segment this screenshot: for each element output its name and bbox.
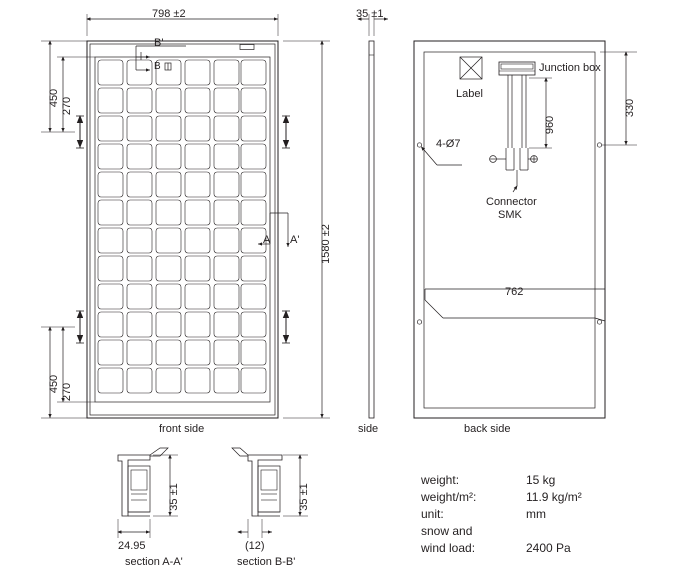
spec-name-3: snow and xyxy=(421,524,473,538)
front-top-270-label: 270 xyxy=(61,96,73,116)
side-caption: side xyxy=(358,423,379,435)
spec-value-2: mm xyxy=(526,507,546,521)
spec-value-4: 2400 Pa xyxy=(526,541,571,555)
front-bottom-270-label: 270 xyxy=(61,382,73,402)
connector-label: Connector xyxy=(486,196,537,208)
section-aa-height-label: 35 ±1 xyxy=(168,483,180,511)
spec-table xyxy=(421,472,636,557)
section-aa-caption: section A-A' xyxy=(125,556,183,568)
back-330-dimension-label: 330 xyxy=(624,98,636,118)
spec-name-2: unit: xyxy=(421,507,444,521)
spec-name-0: weight: xyxy=(421,473,460,487)
front-side-caption: front side xyxy=(159,423,205,435)
spec-name-4: wind load: xyxy=(421,541,476,555)
section-bb-caption: section B-B' xyxy=(237,556,296,568)
side-thickness-dimension-label: 35 ±1 xyxy=(356,8,384,20)
spec-value-0: 15 kg xyxy=(526,473,556,487)
connector-type-label: SMK xyxy=(498,209,522,221)
junction-box-label: Junction box xyxy=(539,62,601,74)
section-aa-width-label: 24.95 xyxy=(118,540,146,552)
back-960-dimension-label: 960 xyxy=(544,115,556,135)
section-a-marker-right: A' xyxy=(290,234,300,246)
section-b-marker-top: B' xyxy=(154,37,164,49)
label-callout: Label xyxy=(456,88,483,100)
front-top-450-label: 450 xyxy=(48,88,60,108)
hole-note-label: 4-Ø7 xyxy=(436,138,461,150)
section-bb-height-label: 35 ±1 xyxy=(298,483,310,511)
front-width-dimension-label: 798 ±2 xyxy=(152,8,186,20)
back-side-caption: back side xyxy=(464,423,511,435)
section-a-marker-left: A xyxy=(263,234,271,246)
spec-value-3 xyxy=(526,523,636,540)
spec-value-1: 11.9 kg/m² xyxy=(526,490,582,504)
section-bb-width-label: (12) xyxy=(245,540,265,552)
section-b-marker-bottom: B xyxy=(154,61,161,72)
back-762-dimension-label: 762 xyxy=(505,286,524,298)
front-bottom-450-label: 450 xyxy=(48,374,60,394)
spec-name-1: weight/m²: xyxy=(421,490,477,504)
front-height-dimension-label: 1580 ±2 xyxy=(320,224,332,264)
